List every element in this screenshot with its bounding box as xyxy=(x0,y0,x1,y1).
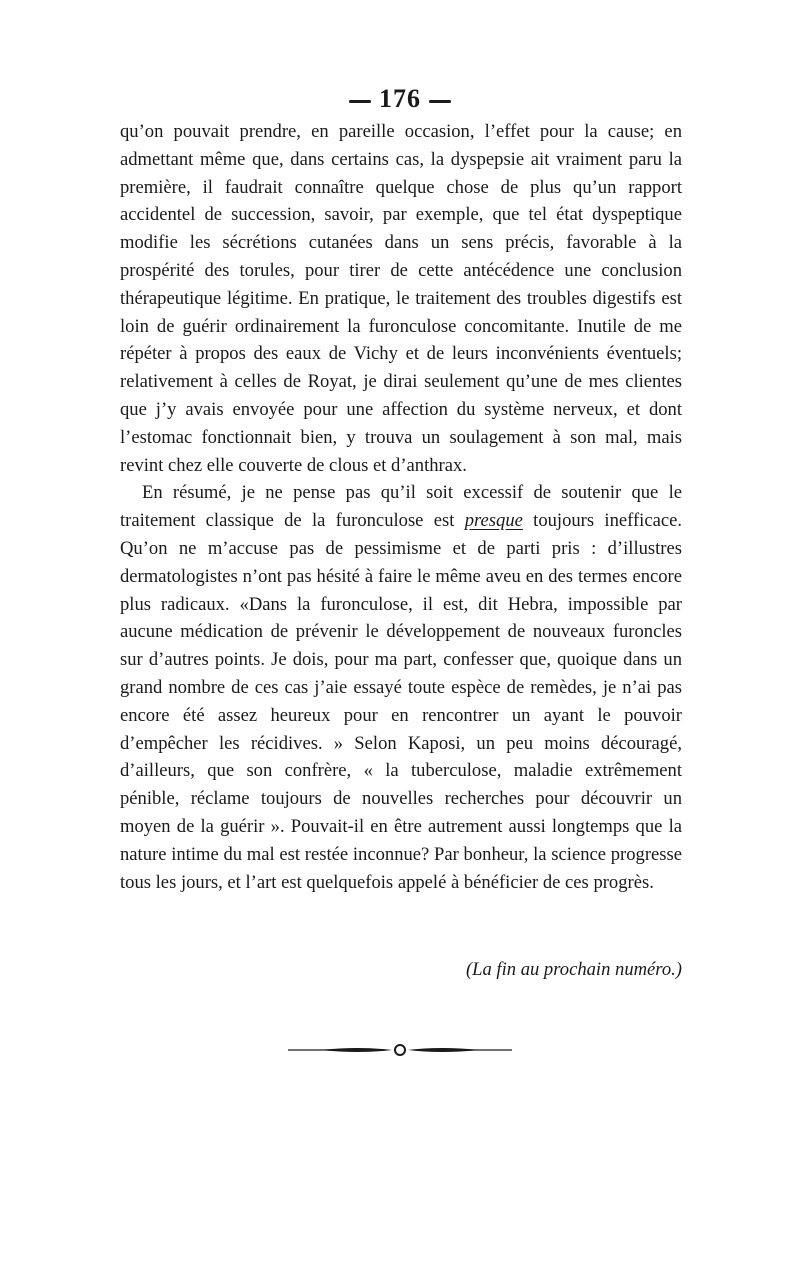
paragraph-2 xyxy=(120,479,682,896)
emphasis-presque: presque xyxy=(464,510,523,532)
continued-note: (La fin au prochain numéro.) xyxy=(465,959,682,980)
right-dash-ornament xyxy=(429,100,451,103)
body-text xyxy=(120,118,682,896)
paragraph-2-text-end: toujours inefficace. Qu’on ne m’accuse pas de pessimisme et de parti pris : d’illustres dermatologistes n’ont pas hésité à faire le même aveu en des termes encore plus radicaux. «Dans la furonculose, il est, dit Hebra, impossible par aucune médication de prévenir le développement de nouveaux furoncles sur d’autres points. Je dois, pour ma part, confesser que, quoique dans un grand nombre de ces cas j’aie essayé toute espèce de remèdes, je n’ai pas encore été assez heureux pour en rencontrer un ayant le pouvoir d’empêcher les récidives. » Selon Kaposi, un peu moins découragé, d’ailleurs, que son confrère, « la tuberculose, maladie extrêmement pénible, réclame toujours de nouvelles recherches pour découvrir un moyen de la guérir ». Pouvait-il en être autrement aussi longtemps que la nature intime du mal est restée inconnue? Par bonheur, la science progresse tous les jours, et l’art est quelquefois appelé à bénéficier de ces progrès. xyxy=(120,510,682,893)
page-number: 176 xyxy=(379,84,421,113)
page-number-header xyxy=(0,84,800,114)
paragraph-1 xyxy=(120,118,682,479)
paragraph-2-text-start: En résumé, je ne pense pas qu’il soit excessif de soutenir que le traitement classique de la furonculose est xyxy=(120,482,682,532)
end-ornament-divider xyxy=(280,1040,520,1060)
left-dash-ornament xyxy=(349,100,371,103)
paragraph-1-text: qu’on pouvait prendre, en pareille occasion, l’effet pour la cause; en admettant même que, dans certains cas, la dyspepsie ait vraiment paru la première, il faudrait connaître quelque chose de plus qu’un rapport accidentel de succession, savoir, par exemple, que tel état dyspeptique modifie les sécrétions cutanées dans un sens précis, favorable à la prospérité des torules, pour tirer de cette antécédence une conclusion thérapeutique légitime. En pratique, le traitement des troubles digestifs est loin de guérir ordinairement la furonculose concomitante. Inutile de me répéter à propos des eaux de Vichy et de leurs inconvénients éventuels; relativement à celles de Royat, je dirai seulement qu’une de mes clientes que j’y avais envoyée pour une affection du système nerveux, et dont l’estomac fonctionnait bien, y trouva un soulagement à son mal, mais revint chez elle couverte de clous et d’anthrax. xyxy=(120,121,682,476)
